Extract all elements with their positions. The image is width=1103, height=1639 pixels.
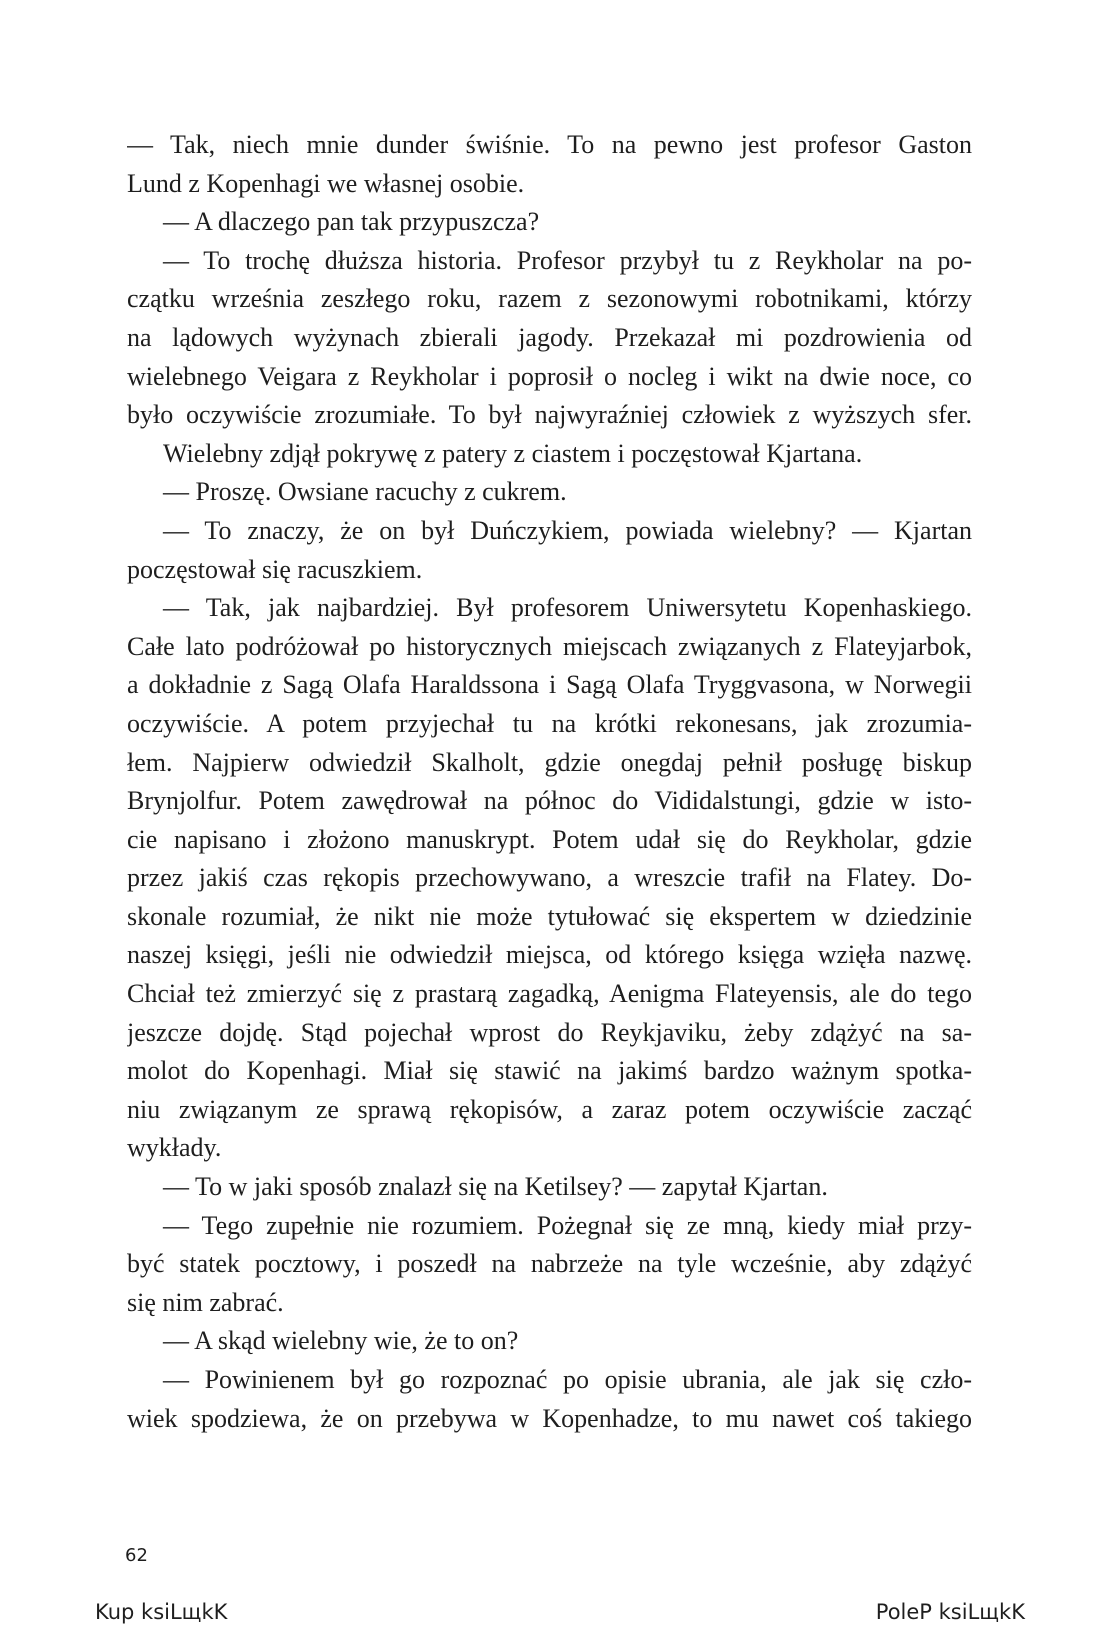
text-line: — A dlaczego pan tak przypuszcza? — [163, 207, 540, 237]
text-line: a dokładnie z Sagą Olafa Haraldssona i Sagą Olafa Tryggvasona, w Norwegii — [127, 670, 972, 700]
recommend-book-link[interactable]: PoleP ksiLщkK — [875, 1600, 1025, 1624]
text-line: przez jakiś czas rękopis przechowywano, a wreszcie trafił na Flatey. Do- — [127, 863, 972, 893]
text-line: cie napisano i złożono manuskrypt. Potem udał się do Reykholar, gdzie — [127, 824, 972, 854]
text-line: Brynjolfur. Potem zawędrował na północ do Vididalstungi, gdzie w isto- — [127, 786, 972, 816]
buy-book-link[interactable]: Kup ksiLщkK — [95, 1600, 228, 1624]
text-line: — A skąd wielebny wie, że to on? — [163, 1326, 519, 1356]
text-line: być statek pocztowy, i poszedł na nabrzeże na tyle wcześnie, aby zdążyć — [127, 1249, 972, 1279]
text-line: naszej księgi, jeśli nie odwiedził miejsca, od którego księga wzięła nazwę. — [127, 940, 972, 970]
text-line: Chciał też zmierzyć się z prastarą zagadką, Aenigma Flateyensis, ale do tego — [127, 979, 972, 1009]
page-number: 62 — [125, 1545, 148, 1566]
text-line: — Proszę. Owsiane racuchy z cukrem. — [163, 477, 567, 507]
text-line: wiek spodziewa, że on przebywa w Kopenhadze, to mu nawet coś takiego — [127, 1403, 972, 1433]
text-line: — Tak, jak najbardziej. Był profesorem Uniwersytetu Kopenhaskiego. — [163, 593, 972, 623]
text-line: Wielebny zdjął pokrywę z patery z ciastem i poczęstował Kjartana. — [163, 438, 863, 468]
text-line: się nim zabrać. — [127, 1287, 284, 1317]
body-text — [127, 126, 972, 1438]
text-line: — To trochę dłuższa historia. Profesor przybył tu z Reykholar na po- — [163, 245, 972, 275]
text-line: — To w jaki sposób znalazł się na Ketilsey? — zapytał Kjartan. — [163, 1172, 828, 1202]
text-line: wielebnego Veigara z Reykholar i poprosił o nocleg i wikt na dwie noce, co — [127, 361, 972, 391]
text-line: molot do Kopenhagi. Miał się stawić na jakimś bardzo ważnym spotka- — [127, 1056, 972, 1086]
text-line: na lądowych wyżynach zbierali jagody. Przekazał mi pozdrowienia od — [127, 322, 972, 352]
text-line: — Powinienem był go rozpoznać po opisie ubrania, ale jak się czło- — [163, 1365, 972, 1394]
text-line: czątku września zeszłego roku, razem z sezonowymi robotnikami, którzy — [127, 284, 972, 314]
text-line: — Tego zupełnie nie rozumiem. Pożegnał się ze mną, kiedy miał przy- — [163, 1210, 972, 1240]
text-line: — To znaczy, że on był Duńczykiem, powiada wielebny? — Kjartan — [163, 515, 972, 545]
text-line: poczęstował się racuszkiem. — [127, 554, 423, 584]
text-line: wykłady. — [127, 1133, 222, 1163]
text-line: Całe lato podróżował po historycznych miejscach związanych z Flateyjarbok, — [127, 631, 972, 661]
text-line: jeszcze dojdę. Stąd pojechał wprost do Reykjaviku, żeby zdążyć na sa- — [127, 1017, 972, 1047]
text-line: było oczywiście zrozumiałe. To był najwyraźniej człowiek z wyższych sfer. — [127, 400, 972, 430]
text-line: skonale rozumiał, że nikt nie może tytułować się ekspertem w dziedzinie — [127, 901, 972, 931]
text-line: łem. Najpierw odwiedził Skalholt, gdzie onegdaj pełnił posługę biskup — [127, 747, 972, 777]
text-line: niu związanym ze sprawą rękopisów, a zaraz potem oczywiście zacząć — [127, 1094, 972, 1124]
text-line: Lund z Kopenhagi we własnej osobie. — [127, 168, 525, 198]
text-line: — Tak, niech mnie dunder świśnie. To na pewno jest profesor Gaston — [127, 130, 972, 159]
text-line: oczywiście. A potem przyjechał tu na krótki rekonesans, jak zrozumia- — [127, 708, 972, 738]
